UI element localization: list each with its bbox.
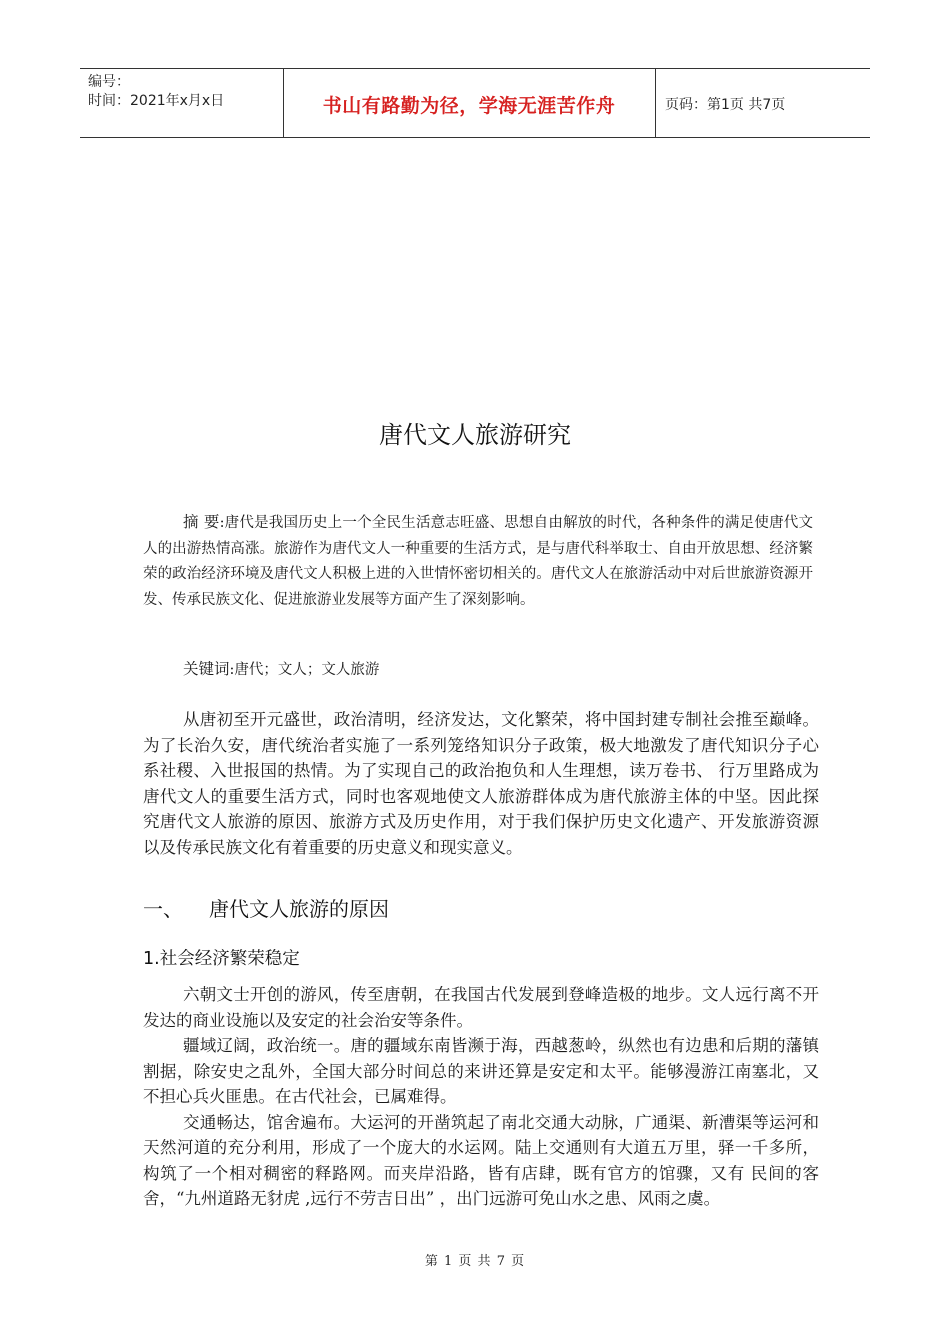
keywords: [183, 657, 379, 683]
section-title: 唐代文人旅游的原因: [209, 897, 389, 921]
number-label: 编号：: [88, 74, 130, 90]
abstract-text: :唐代是我国历史上一个全民生活意志旺盛、思想自由解放的时代，各种条件的满足使唐代文人的出游热情高涨。旅游作为唐代文人一种重要的生活方式，是与唐代科举取士、自由开放思想、经济繁荣的政治经济环境及唐代文人积极上进的入世情怀密切相关的。唐代文人在旅游活动中对后世旅游资源开发、传承民族文化、促进旅游业发展等方面产生了深刻影响。: [143, 515, 813, 608]
header-motto: 书山有路勤为径，学海无涯苦作舟: [322, 95, 616, 117]
section-number: 一、: [143, 897, 183, 921]
intro-paragraph: 从唐初至开元盛世，政治清明，经济发达，文化繁荣，将中国封建专制社会推至巅峰。为了长治久安，唐代统治者实施了一系列笼络知识分子政策，极大地激发了唐代知识分子心系社稷、入世报国的热情。为了实现自己的政治抱负和人生理想，读万卷书、 行万里路成为唐代文人的重要生活方式，同时也客观地使文人旅游群体成为唐代旅游主体的中坚。因此探究唐代文人旅游的原因、旅游方式及历史作用，对于我们保护历史文化遗产、开发旅游资源以及传承民族文化有着重要的历史意义和现实意义。: [143, 710, 819, 857]
header-table: [80, 68, 870, 138]
document-title: 唐代文人旅游研究: [379, 421, 571, 449]
date-label: 时间：2021年x月x日: [88, 93, 225, 109]
abstract: [143, 510, 813, 613]
abstract-label: 摘 要: [183, 513, 220, 531]
section-heading: [143, 893, 389, 922]
paragraph: 疆域辽阔，政治统一。唐的疆域东南皆濒于海，西越葱岭，纵然也有边患和后期的藩镇割据，除安史之乱外，全国大部分时间总的来讲还算是安定和太平。能够漫游江南塞北，又不担心兵火匪患。在古代社会，已属难得。: [143, 1036, 819, 1106]
page-footer: 第 1 页 共 7 页: [424, 1254, 526, 1269]
header-divider-right: [655, 69, 656, 137]
subsection-heading: 1.社会经济繁荣稳定: [143, 949, 300, 969]
keywords-text: :唐代；文人；文人旅游: [229, 662, 380, 678]
paragraph: 六朝文士开创的游风，传至唐朝，在我国古代发展到登峰造极的地步。文人远行离不开发达的商业设施以及安定的社会治安等条件。: [143, 985, 819, 1030]
body-text: [143, 982, 819, 1212]
header-page-info: 页码：第1页 共7页: [665, 97, 786, 113]
paragraph: 交通畅达，馆舍遍布。大运河的开凿筑起了南北交通大动脉，广通渠、新漕渠等运河和天然河道的充分利用，形成了一个庞大的水运网。陆上交通则有大道五万里，驿一千多所，构筑了一个相对稠密的释路网。而夹岸沿路，皆有店肆，既有官方的馆骤，又有 民间的客舍，“九州道路无豺虎 ,远行不劳吉日出” ，出门远游可免山水之患、风雨之虞。: [143, 1112, 819, 1208]
keywords-label: 关键词: [183, 660, 230, 678]
header-meta: [88, 73, 283, 111]
